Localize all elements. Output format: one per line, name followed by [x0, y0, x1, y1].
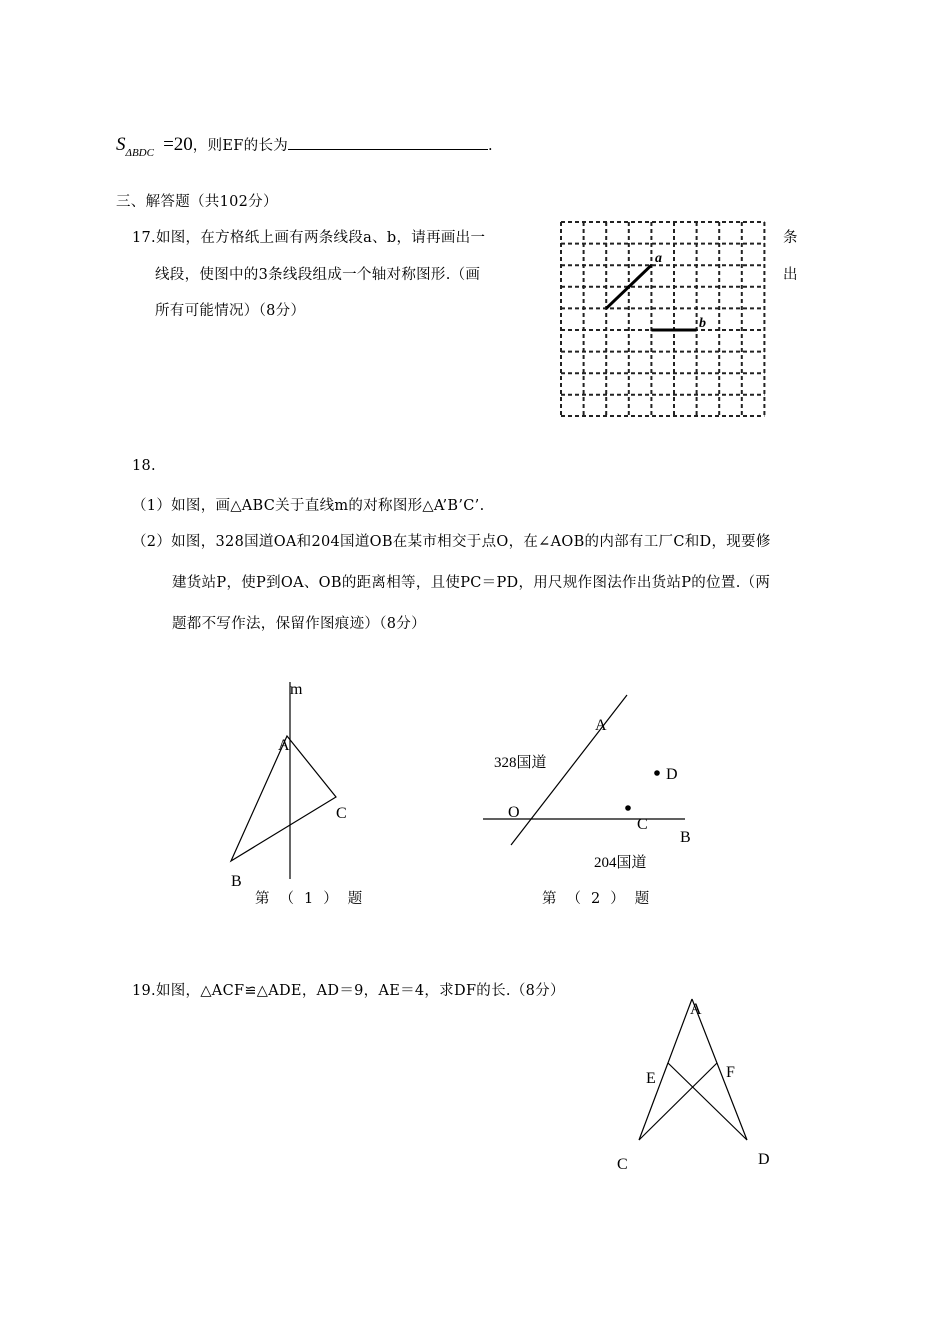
label-C: C — [637, 816, 648, 833]
area-symbol: S — [116, 134, 126, 155]
area-subscript: ΔBDC — [125, 147, 154, 159]
section-heading: 三、解答题（共102分） — [116, 194, 278, 210]
q16-end: . — [488, 138, 493, 154]
label-E: E — [646, 1070, 656, 1087]
fig2-caption: 第（2）题 — [542, 891, 660, 907]
q17-line1-right: 条 — [783, 230, 798, 246]
label-A: A — [690, 1001, 702, 1018]
area-value: =20 — [163, 134, 193, 155]
q18-part2-line2: 建货站P，使P到OA、OB的距离相等，且使PC＝PD，用尺规作图法作出货站P的位置.（两 — [172, 575, 771, 591]
q18-part1: （1）如图，画△ABC关于直线m的对称图形△A’B’C’. — [132, 498, 485, 514]
q17-line3: 所有可能情况）（8分） — [155, 303, 306, 319]
label-b: b — [699, 316, 706, 331]
label-F: F — [726, 1064, 735, 1081]
label-A: A — [278, 737, 290, 754]
q19-text: 19.如图，△ACF≌△ADE，AD＝9，AE＝4，求DF的长.（8分） — [132, 983, 565, 999]
comma: ， — [192, 138, 208, 154]
q16-answer-line — [116, 134, 493, 159]
label-m: m — [290, 681, 303, 698]
q17-line2: 线段，使图中的3条线段组成一个轴对称图形.（画 — [155, 267, 481, 283]
grid-lines — [561, 222, 764, 416]
q19-figure — [600, 992, 790, 1178]
label-A: A — [595, 717, 607, 734]
q17-line1: 17.如图，在方格纸上画有两条线段a、b，请再画出一 — [132, 230, 486, 246]
answer-blank[interactable] — [288, 135, 488, 150]
label-road2: 204国道 — [594, 855, 647, 871]
q18-figure1 — [220, 676, 373, 912]
label-O: O — [508, 804, 520, 821]
fig1-caption: 第（1）题 — [255, 891, 373, 907]
q17-grid-figure — [556, 218, 770, 420]
q17-line2-right: 出 — [783, 267, 798, 283]
q18-part2-line1: （2）如图，328国道OA和204国道OB在某市相交于点O，在∠AOB的内部有工厂C和D，现要修 — [132, 534, 771, 550]
label-D: D — [666, 766, 678, 783]
q18-part2-line3: 题都不写作法，保留作图痕迹）（8分） — [172, 616, 426, 632]
label-B: B — [680, 829, 691, 846]
side-ad — [692, 999, 747, 1140]
label-D: D — [758, 1151, 770, 1168]
label-B: B — [231, 873, 242, 890]
label-a: a — [655, 251, 662, 266]
label-road1: 328国道 — [494, 755, 547, 771]
triangle-abc — [231, 736, 336, 861]
q16-text: 则EF的长为 — [207, 138, 289, 154]
segment-ed — [668, 1063, 747, 1140]
point-c — [625, 805, 631, 811]
label-C: C — [336, 805, 347, 822]
q18-number: 18. — [132, 458, 156, 474]
label-C: C — [617, 1156, 628, 1173]
point-d — [654, 770, 660, 776]
q18-figure2 — [480, 690, 710, 880]
